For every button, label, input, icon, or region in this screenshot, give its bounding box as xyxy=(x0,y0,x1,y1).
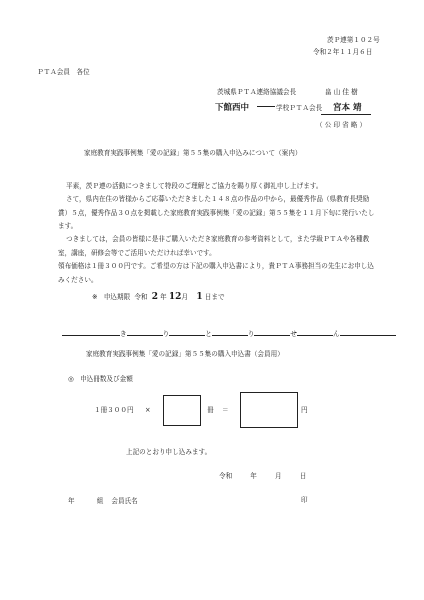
cut-line xyxy=(62,327,396,339)
publication-paragraph: さて，県内在住の皆様からご応募いただきました１４８点の作品の中から，最優秀作品（県教育長奨励賞）５点，優秀作品３０点を掲載した家庭教育実践事例集「愛の記録」第５５集を１１月下旬に発行いたします。 xyxy=(58,195,375,231)
sender-organization: 茨城県ＰＴＡ連絡協議会長 xyxy=(217,88,297,96)
form-date xyxy=(219,473,306,481)
president-underline xyxy=(321,114,371,115)
cut-dash xyxy=(127,327,163,336)
issue-date: 令和２年１１月６日 xyxy=(313,48,373,56)
school-name-handwritten: 下館西中 xyxy=(215,103,250,113)
deadline-era: 令和 xyxy=(134,293,148,301)
cut-dash xyxy=(169,327,205,336)
deadline-day: 1 xyxy=(196,292,203,302)
member-name-label: 会員氏名 xyxy=(111,497,138,505)
copies-unit: 冊 xyxy=(207,406,214,414)
president-name-handwritten: 宮本 靖 xyxy=(333,103,362,113)
cut-dash xyxy=(254,327,290,336)
document-title: 家庭教育実践事例集「愛の記録」第５５集の購入申込みについて（案内） xyxy=(84,149,302,157)
unit-price: １冊３００円 xyxy=(94,406,134,414)
amount-input-box[interactable] xyxy=(240,392,298,428)
deadline-line xyxy=(92,292,225,302)
deadline-year-unit: 年 xyxy=(160,293,167,301)
copies-input-box[interactable] xyxy=(163,395,201,426)
sender-name: 畠 山 佳 樹 xyxy=(325,88,358,96)
times-sign: × xyxy=(145,406,151,414)
deadline-month-unit: 月 xyxy=(181,293,188,301)
cut-se: せ xyxy=(290,330,297,338)
cut-dash xyxy=(340,327,396,336)
greeting-paragraph: 平素，茨Ｐ連の活動につきまして特段のご理解とご協力を賜り厚く御礼申し上げます。 xyxy=(66,182,323,190)
addressee: ＰＴＡ会員 各位 xyxy=(37,68,90,76)
deadline-day-suffix: 日まで xyxy=(204,293,225,301)
deadline-month: 12 xyxy=(168,292,182,302)
grade-unit: 年 xyxy=(68,497,75,505)
form-date-month: 月 xyxy=(275,472,282,480)
school-pta-title: 学校ＰＴＡ会長 xyxy=(276,104,323,112)
seal-omitted-note: （ 公 印 省 略 ） xyxy=(316,121,367,129)
section-mark: ◎ xyxy=(68,375,74,383)
form-date-day: 日 xyxy=(299,472,307,480)
cut-ri-1: り xyxy=(162,330,170,338)
cut-n: ん xyxy=(332,330,340,338)
equals-sign: ＝ xyxy=(222,406,229,414)
confirm-statement: 上記のとおり申し込みます。 xyxy=(126,448,212,456)
price-paragraph: 領布価格は１冊３００円です。ご希望の方は下記の購入申込書により，貴ＰＴＡ事務担当の先生にお申し込みください。 xyxy=(58,262,374,284)
deadline-year: 2 xyxy=(151,292,159,302)
form-section-heading xyxy=(68,376,133,384)
cut-dash xyxy=(212,327,248,336)
cut-ki: き xyxy=(120,330,127,338)
document-number: 茨Ｐ連第１０２号 xyxy=(327,36,380,44)
form-date-year: 年 xyxy=(250,472,257,480)
cut-dash xyxy=(62,327,120,336)
seal-mark: 印 xyxy=(301,496,308,504)
deadline-label: 申込期限 xyxy=(103,293,131,301)
cut-to: と xyxy=(205,330,212,338)
request-paragraph: つきましては，会員の皆様に是非ご購入いただき家庭教育の参考資料として，また学級ＰＴＡや各種教室，講座，研修会等でご活用いただければ幸いです。 xyxy=(58,235,370,257)
class-unit: 組 xyxy=(96,497,104,505)
deadline-mark: ※ xyxy=(92,293,98,301)
member-info-line xyxy=(68,498,138,506)
section-label: 申込冊数及び金額 xyxy=(80,375,133,383)
cut-ri-2: り xyxy=(247,330,255,338)
yen-unit: 円 xyxy=(301,406,308,414)
form-date-era: 令和 xyxy=(219,472,233,480)
form-title: 家庭教育実践事例集「愛の記録」第５５集の購入申込書（会員用） xyxy=(86,350,284,358)
cut-dash xyxy=(297,327,333,336)
